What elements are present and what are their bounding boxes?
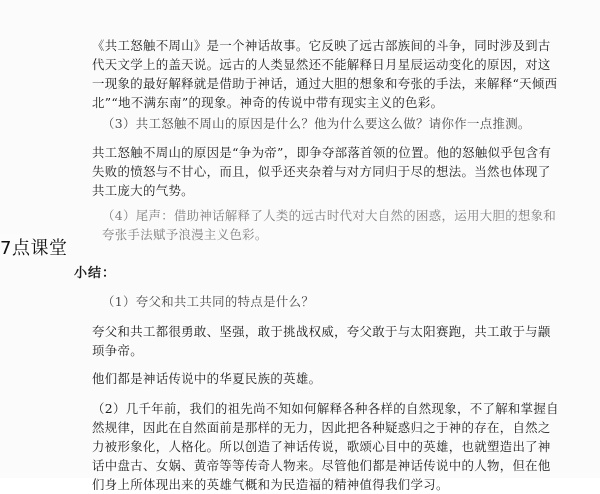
summary-point-2: （2）几千年前，我们的祖先尚不知如何解释各种各样的自然现象，不了解和掌握自然规律，因此在自然面前是那样的无力，因此把各种疑惑归之于神的存在，自然之力被形象化，人格化。所以创造了神话传说，歌颂心目中的英雄，也就塑造出了神话中盘古、女娲、黄帝等等传奇人物来。尽管他们都是神话传说中的人物，但在他们身上所体现出来的英雄气概和为民造福的精神值得我们学习。 <box>92 401 559 492</box>
summary-question-1: （1）夸父和共工共同的特点是什么？ <box>102 294 315 309</box>
summary-answer-1b: 他们都是神话传说中的华夏民族的英雄。 <box>92 371 322 386</box>
answer-3: 共工怒触不周山的原因是“争为帝”，即争夺部落首领的位置。他的怒触似乎包含有失败的愤怒与不甘心，而且，似乎还夹杂着与对方同归于尽的想法。当然也体现了共工庞大的气势。 <box>92 145 552 198</box>
question-3: （3）共工怒触不周山的原因是什么？他为什么要这么做？请你作一点推测。 <box>102 116 531 131</box>
summary-heading: 小结： <box>74 266 117 281</box>
site-watermark: 7点课堂 <box>0 234 67 260</box>
intro-paragraph: 《共工怒触不周山》是一个神话故事。它反映了远古部族间的斗争，同时涉及到古代天文学上的盖天说。远古的人类显然还不能解释日月星辰运动变化的原因，对这一现象的最好解释就是借助于神话，通过大胆的想象和夸张的手法，来解释“天倾西北”“地不满东南”的现象。神奇的传说中带有现实主义的色彩。 <box>92 38 558 110</box>
question-4: （4）尾声：借助神话解释了人类的远古时代对大自然的困惑，运用大胆的想象和夸张手法赋予浪漫主义色彩。 <box>102 208 557 242</box>
summary-answer-1: 夸父和共工都很勇敢、坚强，敢于挑战权威，夸父敢于与太阳赛跑，共工敢于与颛顼争帝。 <box>92 324 551 358</box>
